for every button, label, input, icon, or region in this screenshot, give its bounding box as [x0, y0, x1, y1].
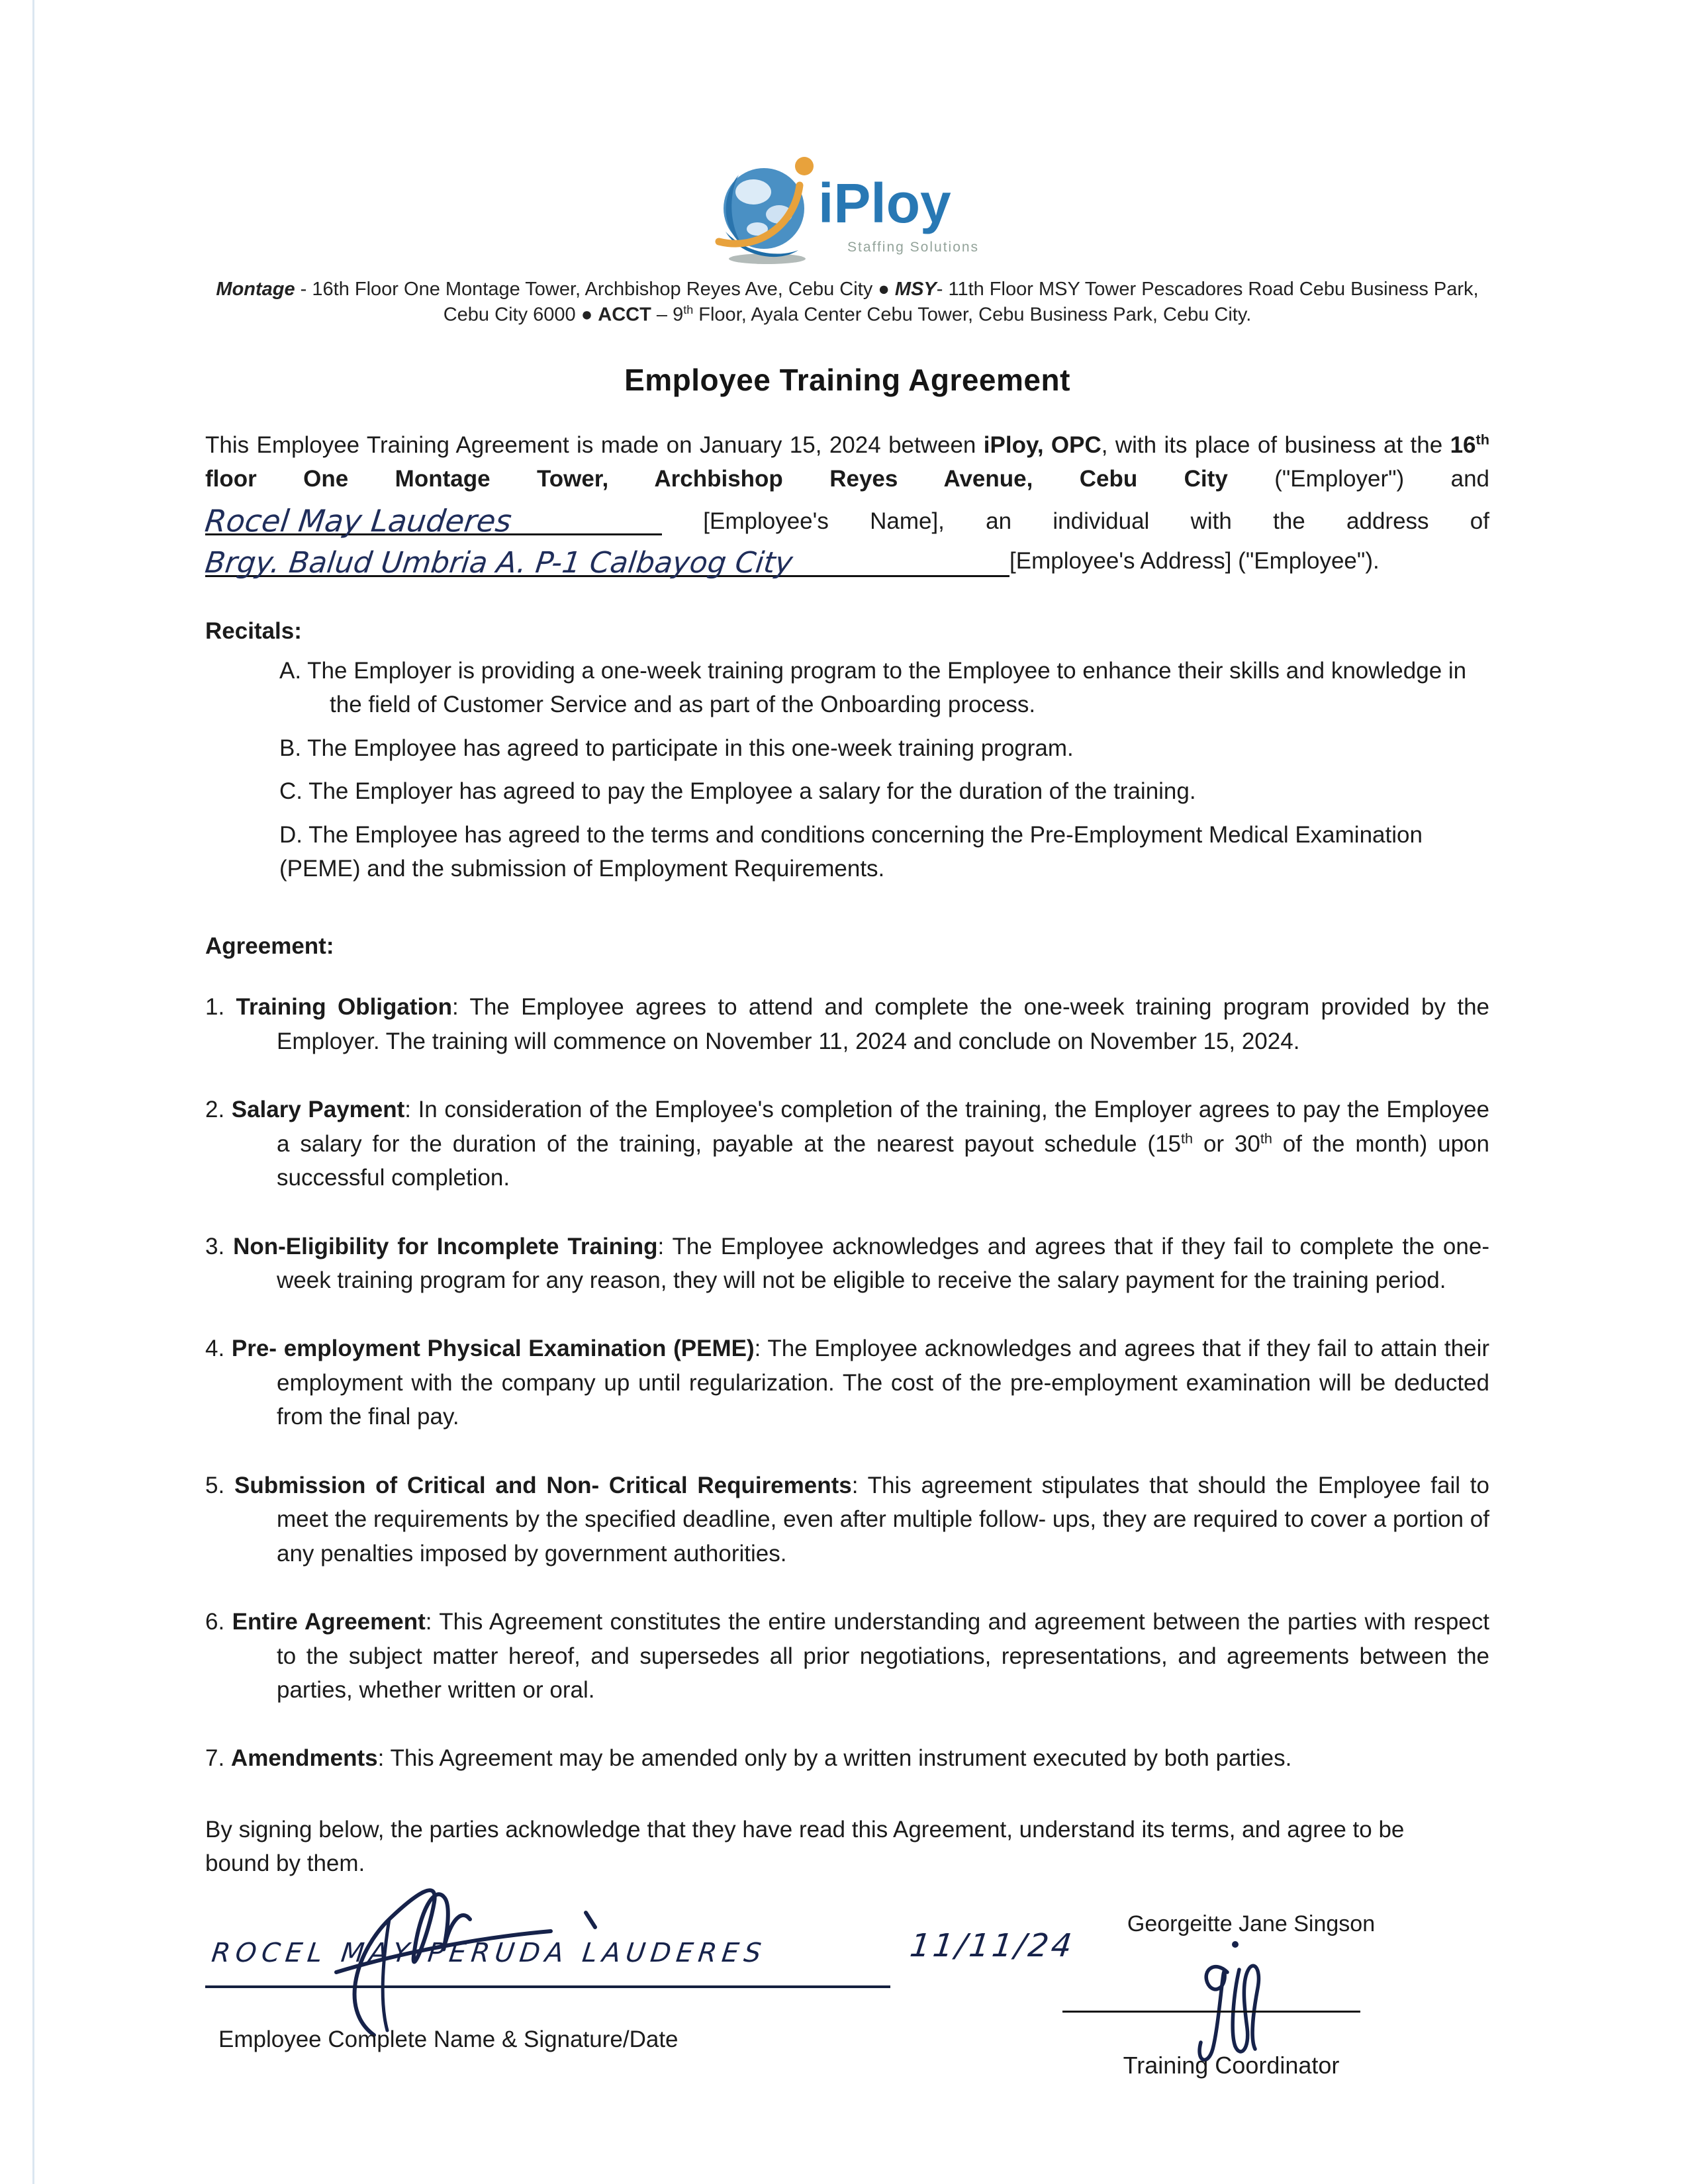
recital-item-b: [279, 731, 1489, 765]
signature-stroke: [1233, 1966, 1258, 2052]
closing-paragraph: By signing below, the parties acknowledge that they have read this Agreement, understand its terms, and agree to be bound by them.: [205, 1816, 1405, 1877]
item-number: 7.: [205, 1745, 231, 1772]
iploy-logo-graphic: [704, 151, 990, 267]
ordinal-superscript: th: [683, 302, 694, 316]
item-number: 4.: [205, 1336, 232, 1362]
recital-text: The Employee has agreed to participate in this one-week training program.: [301, 735, 1074, 761]
brand-tagline: Staffing Solutions: [847, 240, 980, 255]
recital-text: The Employer has agreed to pay the Employee a salary for the duration of the training.: [303, 778, 1196, 805]
address-acct-text: Floor, Ayala Center Cebu Tower, Cebu Business Park, Cebu City.: [693, 304, 1252, 326]
bullet-separator: ●: [581, 304, 593, 326]
item-body: of the month) upon successful completion.: [277, 1130, 1489, 1191]
recital-item-c: [279, 774, 1489, 808]
recital-item-a: [279, 654, 1489, 722]
item-number: 5.: [205, 1472, 234, 1498]
agreement-item-3: [205, 1230, 1489, 1298]
employee-name-handwriting: Rocel May Lauderes: [203, 502, 514, 539]
coordinator-signature-line: [1062, 2011, 1360, 2013]
item-title: Pre- employment Physical Examination (PEME): [231, 1336, 755, 1362]
ordinal-superscript: th: [1476, 431, 1489, 448]
intro-text: , with its place of business at the: [1101, 432, 1450, 459]
globe-landmass: [735, 179, 771, 205]
item-number: 1.: [205, 994, 236, 1021]
bullet-separator: ●: [878, 279, 890, 300]
employee-signature-label: Employee Complete Name & Signature/Date: [218, 2026, 679, 2052]
item-number: 6.: [205, 1609, 232, 1635]
item-body: : The Employee acknowledges and agrees that if they fail to complete the one-week training program for any reason, they will not be eligible to receive the salary payment for the training period.: [277, 1233, 1489, 1294]
agreement-heading: Agreement:: [205, 933, 334, 960]
ordinal-superscript: th: [1181, 1130, 1194, 1147]
item-title: Training Obligation: [236, 994, 453, 1021]
address-acct-label: ACCT: [598, 304, 651, 326]
address-montage-text: - 16th Floor One Montage Tower, Archbishop Reyes Ave, Cebu City: [295, 279, 878, 300]
item-body: : The Employee agrees to attend and complete the one-week training program provided by the Employer. The training will commence on November 11, 2024 and conclude on November 15, 2024.: [277, 994, 1489, 1054]
address-msy-label: MSY: [894, 279, 937, 300]
item-body: : This Agreement may be amended only by a written instrument executed by both parties.: [377, 1745, 1292, 1772]
recitals-list: [205, 654, 1489, 886]
item-number: 3.: [205, 1233, 234, 1259]
recital-label: A.: [279, 657, 302, 684]
agreement-item-4: [205, 1332, 1489, 1433]
address-msy-text: - 11th Floor MSY Tower Pescadores Road Cebu Business Park, Cebu City 6000: [443, 279, 1479, 326]
agreement-item-2: [205, 1093, 1489, 1195]
employee-date-text: 11/11/24: [908, 1927, 1077, 1964]
employer-address-bold: floor One Montage Tower, Archbishop Reyes Avenue, Cebu City: [205, 466, 1275, 492]
item-title: Entire Agreement: [232, 1609, 426, 1635]
employee-name-field: [203, 496, 662, 539]
document-title: Employee Training Agreement: [624, 363, 1070, 398]
employee-name-text: ROCEL MAY PERUDA LAUDERES: [210, 1938, 769, 1968]
intro-text: [Employee's Address] ("Employee").: [1009, 548, 1380, 574]
employee-address-field: [203, 538, 1009, 580]
ordinal-superscript: th: [1260, 1130, 1272, 1147]
signature-stroke: [1199, 1967, 1227, 2060]
agreement-item-5: [205, 1469, 1489, 1570]
agreement-item-1: [205, 990, 1489, 1058]
intro-text: ("Employer") and: [1274, 466, 1490, 492]
floor-number: 16: [1450, 432, 1476, 459]
employee-address-handwriting: Brgy. Balud Umbria A. P-1 Calbayog City: [203, 546, 795, 580]
item-body: : In consideration of the Employee's completion of the training, the Employer agrees to pay the Employee a salary for the duration of the training, payable at the nearest payout schedule (15: [277, 1097, 1489, 1157]
header-address: [205, 277, 1489, 328]
brand-text: iPloy: [818, 172, 951, 234]
employee-address-row: [205, 538, 1489, 578]
employee-handwritten-name: [210, 1938, 769, 1968]
intro-text: [Employee's Name], an individual with the address of: [662, 508, 1489, 534]
item-title: Non-Eligibility for Incomplete Training: [233, 1233, 658, 1259]
recital-item-d: [279, 818, 1489, 886]
item-body: : This Agreement constitutes the entire understanding and agreement between the parties with respect to the subject matter hereof, and supersedes all prior negotiations, representations, and agreements between the parties, whether written or oral.: [277, 1609, 1489, 1703]
recital-label: D.: [279, 821, 303, 848]
signature-tick: [586, 1913, 595, 1927]
employer-name: iPloy, OPC: [983, 432, 1102, 459]
space: [890, 279, 895, 300]
recital-label: B.: [279, 735, 302, 761]
item-title: Submission of Critical and Non- Critical Requirements: [234, 1472, 852, 1498]
address-montage-label: Montage: [216, 279, 295, 300]
signature-section: [205, 1853, 1489, 2158]
signature-descender: [383, 1919, 389, 2030]
recital-text: The Employee has agreed to the terms and conditions concerning the Pre-Employment Medical Examination (PEME) and the submission of Employment Requirements.: [279, 821, 1423, 882]
recital-text: The Employer is providing a one-week training program to the Employee to enhance their skills and knowledge in the field of Customer Service and as part of the Onboarding process.: [301, 657, 1467, 718]
item-number: 2.: [205, 1097, 232, 1123]
item-body: or 30: [1193, 1130, 1260, 1157]
employee-signature-line: [205, 1985, 890, 1988]
coordinator-name: Georgeitte Jane Singson: [1127, 1911, 1376, 1936]
employee-name-row: [205, 496, 1489, 538]
recitals-heading: Recitals:: [205, 617, 302, 644]
intro-paragraph: [205, 428, 1489, 578]
signature-dot: [1232, 1941, 1239, 1948]
company-logo: [205, 151, 1489, 271]
item-body: : This agreement stipulates that should the Employee fail to meet the requirements by the specified deadline, even after multiple follow- ups, they are required to cover a portion of any penalties imposed by government authorities.: [277, 1472, 1489, 1567]
item-body: : The Employee acknowledges and agrees that if they fail to attain their employment with the company up until regularization. The cost of the pre-employment examination will be deducted from the final pay.: [277, 1336, 1489, 1430]
agreement-list: [205, 990, 1489, 1775]
intro-text: This Employee Training Agreement is made on January 15, 2024 between: [205, 432, 984, 459]
logo-i-dot: [795, 157, 814, 175]
item-title: Amendments: [230, 1745, 378, 1772]
item-title: Salary Payment: [231, 1097, 405, 1123]
agreement-item-6: [205, 1605, 1489, 1707]
agreement-item-7: [205, 1741, 1489, 1775]
intro-lines-1-2: [205, 428, 1489, 496]
coordinator-title: Training Coordinator: [1123, 2052, 1340, 2079]
address-acct-text: – 9: [651, 304, 684, 326]
employee-handwritten-date: [908, 1927, 1077, 1964]
recital-label: C.: [279, 778, 303, 805]
